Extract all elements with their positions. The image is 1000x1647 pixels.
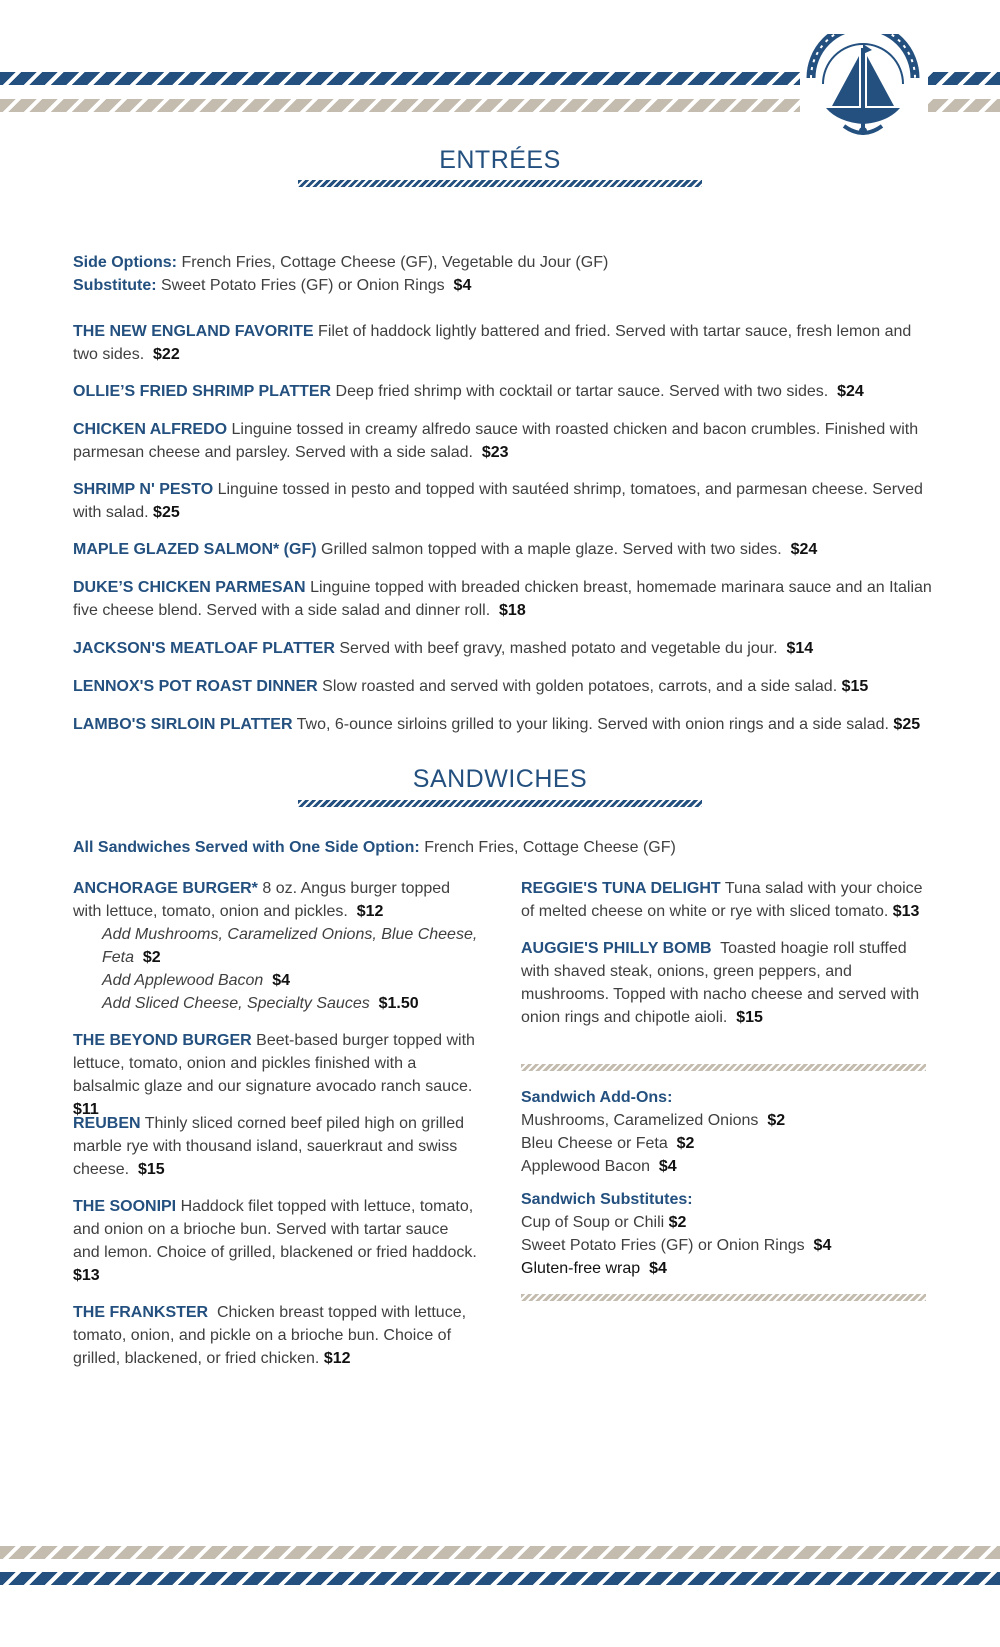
addon-line: [521, 1155, 926, 1178]
item-desc: Tuna salad with your choice of melted cheese on white or rye with sliced tomato.: [521, 880, 923, 920]
item-name: THE FRANKSTER: [73, 1304, 209, 1321]
item-price: $12: [323, 1350, 351, 1367]
item-desc: Two, 6-ounce sirloins grilled to your liking. Served with onion rings and a side salad.: [296, 716, 889, 733]
substitute-text: Cup of Soup or Chili: [521, 1214, 665, 1231]
sandwich-item: [73, 1195, 478, 1287]
gluten-free-text: Gluten-free wrap: [521, 1260, 641, 1277]
item-desc: Served with beef gravy, mashed potato and vegetable du jour.: [339, 640, 778, 657]
bottom-tan-rope-border: [0, 1546, 1000, 1559]
entree-item: [73, 320, 933, 366]
substitute-label: Substitute:: [73, 277, 157, 294]
sandwich-item: [73, 1112, 478, 1181]
item-price: $25: [153, 504, 180, 521]
addons-title-text: Sandwich Add-Ons:: [521, 1089, 673, 1106]
item-price: $25: [893, 716, 921, 733]
sandwich-side-text: French Fries, Cottage Cheese (GF): [424, 839, 676, 856]
item-price: $24: [837, 383, 864, 400]
substitute-line: [521, 1234, 926, 1257]
item-desc: Chicken breast topped with lettuce, tomato, onion, and pickle on a brioche bun. Choice of grilled, blackened, or fried chicken.: [73, 1304, 467, 1367]
sandwich-item: [73, 1301, 478, 1370]
addons-title: [521, 1086, 926, 1109]
item-name: JACKSON'S MEATLOAF PLATTER: [73, 640, 335, 657]
addon-line: [521, 1109, 926, 1132]
item-name: ANCHORAGE BURGER*: [73, 880, 258, 897]
entree-substitute: [73, 274, 933, 297]
item-desc: Linguine topped with breaded chicken breast, homemade marinara sauce and an Italian five cheese blend. Served with a side salad and dinner roll.: [73, 579, 932, 619]
item-name: MAPLE GLAZED SALMON* (GF): [73, 541, 317, 558]
addon-text: Add Applewood Bacon: [102, 972, 264, 989]
item-name: LAMBO'S SIRLOIN PLATTER: [73, 716, 293, 733]
item-price: $24: [790, 541, 818, 558]
addon-price: $1.50: [378, 995, 419, 1012]
item-name: THE BEYOND BURGER: [73, 1032, 252, 1049]
item-price: $13: [892, 903, 920, 920]
addon-price: $2: [142, 949, 161, 966]
item-name: THE NEW ENGLAND FAVORITE: [73, 323, 314, 340]
item-name: CHICKEN ALFREDO: [73, 421, 228, 438]
entree-item: [73, 675, 933, 698]
item-price: $15: [137, 1161, 165, 1178]
entree-item: [73, 637, 933, 660]
entree-item: [73, 713, 933, 736]
item-desc: Haddock filet topped with lettuce, tomato, and onion on a brioche bun. Served with tartar sauce and lemon. Choice of grilled, blackened or fried haddock.: [73, 1198, 477, 1261]
item-desc: Toasted hoagie roll stuffed with shaved steak, onions, green peppers, and mushrooms. Topped with nacho cheese and served with onion rings and chipotle aioli.: [521, 940, 920, 1026]
sandwich-item: [521, 877, 931, 923]
gluten-free-price: $4: [649, 1260, 667, 1277]
addons-top-rope-divider: [521, 1064, 926, 1071]
entree-item: [73, 418, 933, 464]
sandwiches-title-rope-divider: [298, 800, 702, 807]
substitute-price: $4: [453, 277, 472, 294]
sandwich-side-label: All Sandwiches Served with One Side Option:: [73, 839, 420, 856]
item-name: AUGGIE'S PHILLY BOMB: [521, 940, 712, 957]
substitutes-title: [521, 1188, 926, 1211]
burger-addon: [73, 969, 478, 992]
item-name: OLLIE’S FRIED SHRIMP PLATTER: [73, 383, 332, 400]
item-desc: Linguine tossed in pesto and topped with sautéed shrimp, tomatoes, and parmesan cheese. Served with salad.: [73, 481, 923, 521]
addon-text: Applewood Bacon: [521, 1158, 650, 1175]
item-desc: Deep fried shrimp with cocktail or tartar sauce. Served with two sides.: [335, 383, 829, 400]
item-desc: 8 oz. Angus burger topped with lettuce, tomato, onion and pickles.: [73, 880, 451, 920]
item-name: DUKE’S CHICKEN PARMESAN: [73, 579, 306, 596]
sandwich-item: [73, 1029, 478, 1121]
addon-text: Add Sliced Cheese, Specialty Sauces: [102, 995, 370, 1012]
substitute-price: $2: [668, 1214, 687, 1231]
sailboat-rope-badge-icon: [806, 34, 920, 140]
burger-addon: [73, 923, 478, 969]
sandwiches-title: SANDWICHES: [412, 765, 588, 793]
item-price: $23: [481, 444, 509, 461]
sandwich-side-option: [73, 836, 933, 859]
item-desc: Grilled salmon topped with a maple glaze. Served with two sides.: [321, 541, 782, 558]
item-price: $13: [73, 1267, 100, 1284]
gluten-free-line: [521, 1257, 926, 1280]
item-price: $12: [356, 903, 384, 920]
item-desc: Slow roasted and served with golden potatoes, carrots, and a side salad.: [322, 678, 838, 695]
side-options-label: Side Options:: [73, 254, 177, 271]
addon-text: Add Mushrooms, Caramelized Onions, Blue Cheese, Feta: [102, 926, 478, 966]
entrees-title-rope-divider: [298, 180, 702, 187]
item-price: $22: [153, 346, 180, 363]
addon-price: $4: [272, 972, 290, 989]
substitutes-title-text: Sandwich Substitutes:: [521, 1191, 693, 1208]
item-desc: Beet-based burger topped with lettuce, tomato, onion and pickles finished with a balsalmic glaze and our signature avocado ranch sauce.: [73, 1032, 475, 1095]
burger-addon: [73, 992, 478, 1015]
item-name: THE SOONIPI: [73, 1198, 177, 1215]
item-price: $18: [499, 602, 526, 619]
addon-price: $2: [767, 1112, 786, 1129]
entree-item: [73, 380, 933, 403]
entree-item: [73, 538, 933, 561]
addons-bottom-rope-divider: [521, 1294, 926, 1301]
substitute-text: Sweet Potato Fries (GF) or Onion Rings: [521, 1237, 805, 1254]
item-desc: Filet of haddock lightly battered and fried. Served with tartar sauce, fresh lemon and two sides.: [73, 323, 912, 363]
item-desc: Linguine tossed in creamy alfredo sauce with roasted chicken and bacon crumbles. Finished with parmesan cheese and parsley. Served with a side salad.: [73, 421, 919, 461]
item-desc: Thinly sliced corned beef piled high on grilled marble rye with thousand island, sauerkraut and swiss cheese.: [73, 1115, 465, 1178]
entree-item: [73, 478, 933, 524]
item-price: $15: [841, 678, 869, 695]
item-price: $11: [73, 1101, 99, 1118]
sandwich-item: [521, 937, 926, 1029]
item-name: REUBEN: [73, 1115, 141, 1132]
substitute-text: Sweet Potato Fries (GF) or Onion Rings: [161, 277, 445, 294]
item-name: LENNOX'S POT ROAST DINNER: [73, 678, 318, 695]
entrees-title: ENTRÉES: [439, 146, 561, 174]
item-price: $15: [736, 1009, 763, 1026]
item-name: SHRIMP N' PESTO: [73, 481, 214, 498]
entree-side-options: [73, 251, 933, 274]
bottom-navy-rope-border: [0, 1572, 1000, 1585]
addon-line: [521, 1132, 926, 1155]
item-name: REGGIE'S TUNA DELIGHT: [521, 880, 721, 897]
addon-text: Mushrooms, Caramelized Onions: [521, 1112, 759, 1129]
addon-price: $4: [658, 1158, 677, 1175]
sandwich-item: [73, 877, 478, 923]
addon-text: Bleu Cheese or Feta: [521, 1135, 668, 1152]
addon-price: $2: [676, 1135, 695, 1152]
entree-item: [73, 576, 933, 622]
substitute-price: $4: [813, 1237, 832, 1254]
side-options-text: French Fries, Cottage Cheese (GF), Vegetable du Jour (GF): [181, 254, 609, 271]
substitute-line: [521, 1211, 926, 1234]
item-price: $14: [786, 640, 814, 657]
